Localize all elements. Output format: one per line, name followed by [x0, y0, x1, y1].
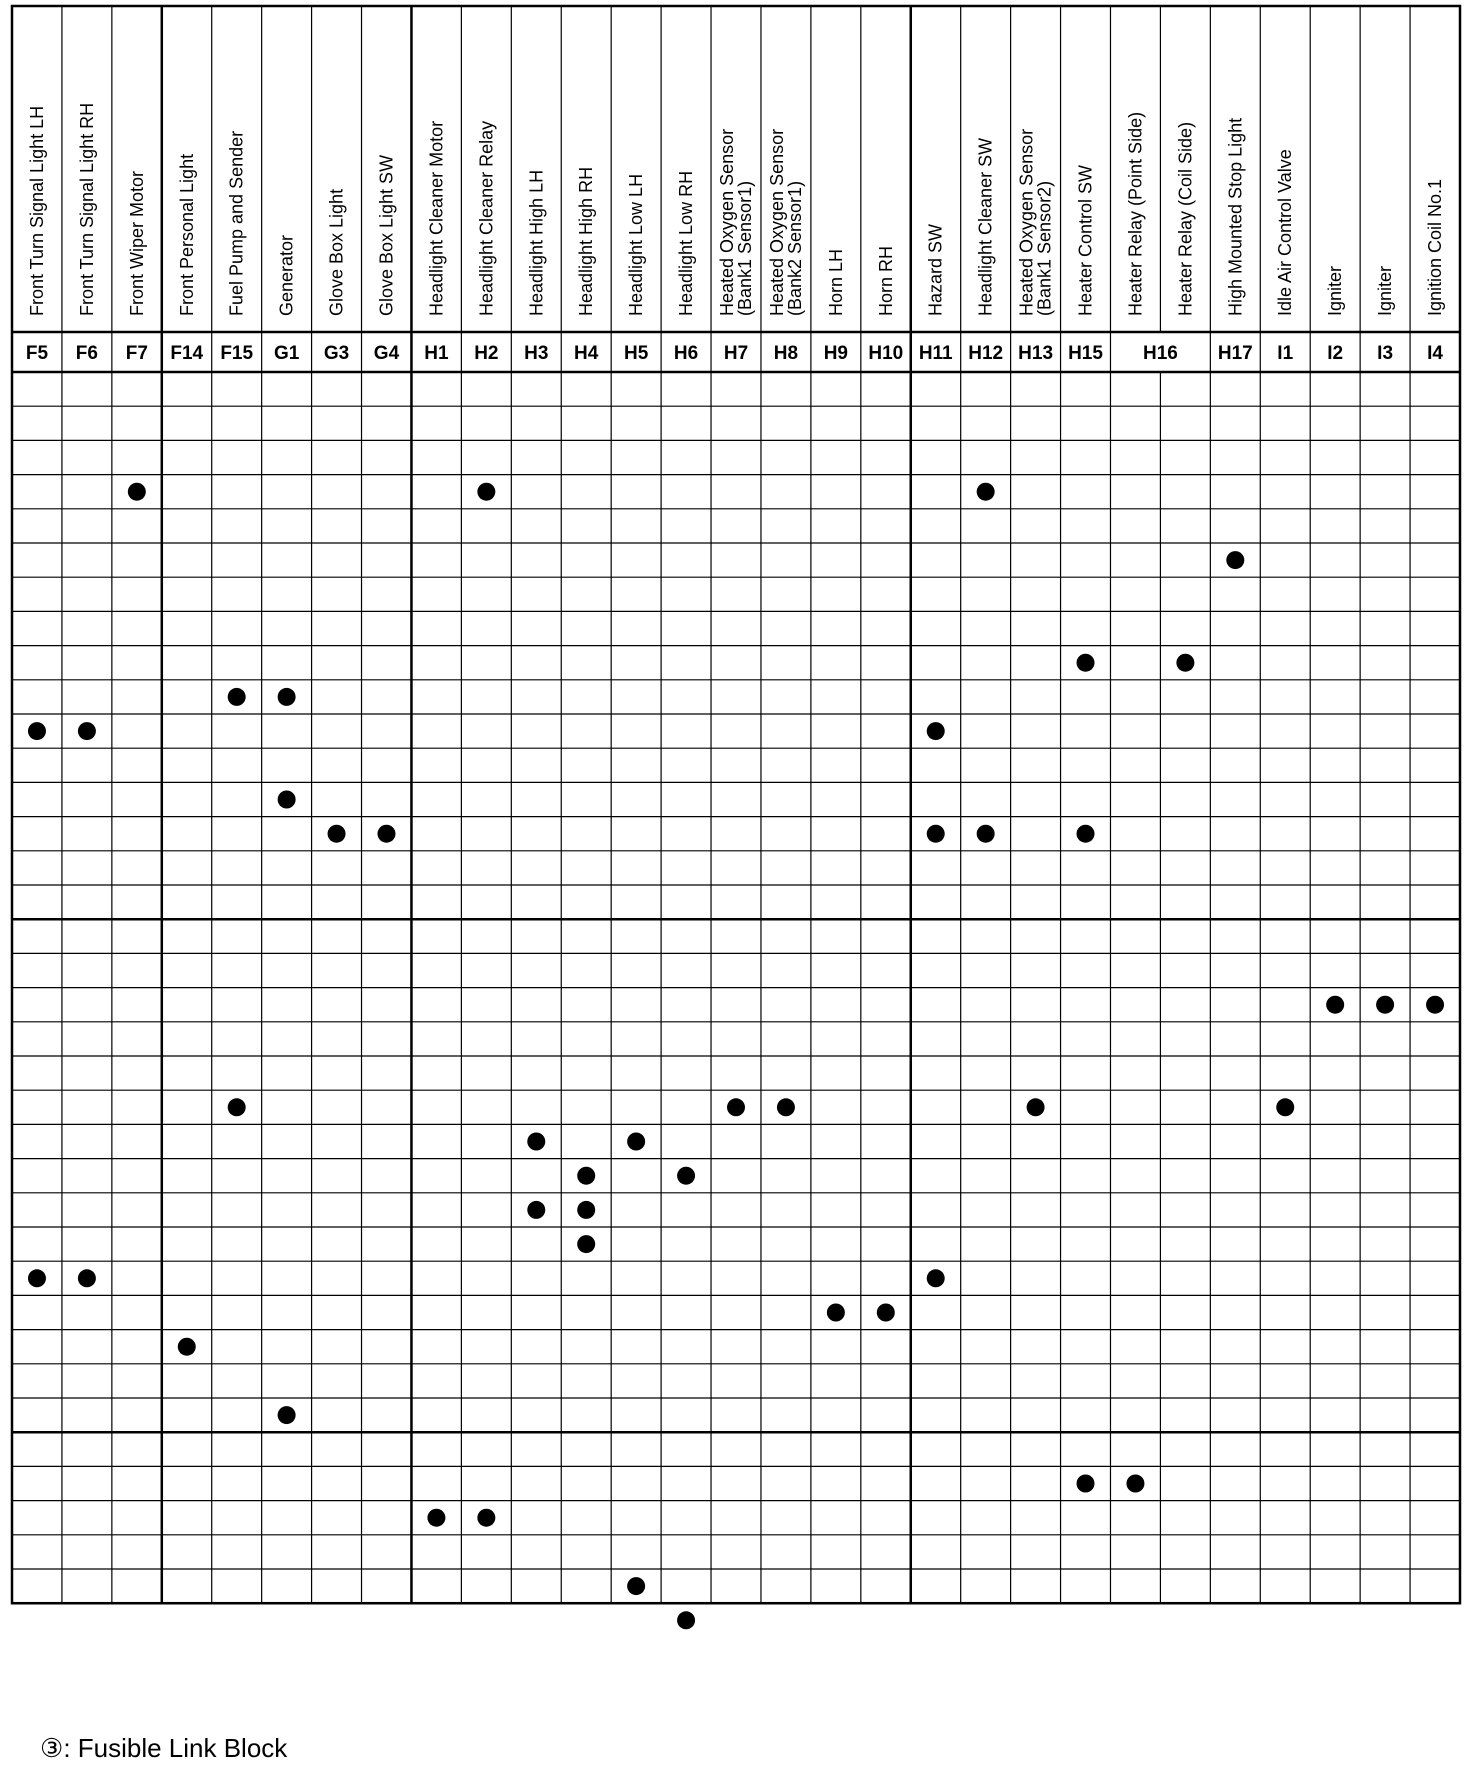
connection-dot — [278, 791, 296, 809]
column-code-label: H10 — [868, 343, 904, 364]
column-name-label: (Bank2 Sensor1) — [784, 180, 805, 316]
connection-dot — [1276, 1098, 1294, 1116]
column-code-label: H11 — [918, 343, 953, 364]
connection-dot — [1226, 551, 1244, 569]
column-code-label: H3 — [524, 343, 549, 364]
connection-dot — [527, 1201, 545, 1219]
connection-dot — [477, 1509, 495, 1527]
column-code-label: H6 — [673, 343, 699, 364]
column-name-label: (Bank1 Sensor2) — [1034, 180, 1055, 316]
column-name-label: Headlight Low RH — [676, 170, 697, 316]
column-code-label: G3 — [323, 343, 350, 364]
connection-dot — [927, 825, 945, 843]
connection-dot — [877, 1304, 895, 1322]
column-name-label: Horn RH — [875, 245, 896, 316]
column-name-label: Front Turn Signal Light RH — [76, 102, 97, 317]
connection-dot — [927, 1269, 945, 1287]
column-code-label: H16 — [1142, 343, 1178, 364]
column-name-label: Headlight High RH — [576, 166, 597, 316]
column-name-label: Headlight Cleaner Relay — [476, 120, 497, 316]
fusible-link-block-symbol-icon: ③ — [40, 1733, 64, 1763]
column-code-label: H2 — [474, 343, 499, 364]
column-code-label: I2 — [1327, 343, 1344, 364]
connection-dot — [1077, 1475, 1095, 1493]
column-code-header-row — [26, 343, 1444, 364]
legend-caption-text: : Fusible Link Block — [63, 1733, 288, 1763]
column-code-label: H5 — [623, 343, 649, 364]
connection-dot — [1176, 654, 1194, 672]
column-name-label: Fuel Pump and Sender — [226, 130, 247, 316]
connection-dot — [577, 1201, 595, 1219]
column-code-label: F14 — [170, 343, 204, 364]
connection-dot — [228, 688, 246, 706]
column-code-label: H1 — [424, 343, 449, 364]
column-code-label: I3 — [1377, 343, 1394, 364]
connection-dot — [278, 1406, 296, 1424]
column-code-label: H12 — [968, 343, 1004, 364]
column-name-label: Headlight High LH — [526, 169, 547, 316]
connection-dot — [827, 1304, 845, 1322]
connection-dot — [377, 825, 395, 843]
connection-dot — [977, 825, 995, 843]
column-name-label: Front Turn Signal Light LH — [26, 105, 47, 316]
connection-dot — [228, 1098, 246, 1116]
connection-dot — [78, 722, 96, 740]
connection-dot — [1426, 996, 1444, 1014]
connection-dot — [128, 483, 146, 501]
column-name-label: Glove Box Light — [326, 188, 347, 316]
column-name-label: Headlight Cleaner SW — [975, 137, 996, 316]
connection-dot — [1027, 1098, 1045, 1116]
column-code-label: G1 — [273, 343, 300, 364]
column-code-label: I1 — [1277, 343, 1294, 364]
connection-dot — [1376, 996, 1394, 1014]
column-code-label: I4 — [1427, 343, 1443, 364]
column-code-label: H9 — [823, 343, 849, 364]
column-code-label: F6 — [75, 343, 98, 364]
column-name-label: Front Personal Light — [176, 153, 197, 316]
connection-dot — [1126, 1475, 1144, 1493]
column-name-label: Ignition Coil No.1 — [1425, 178, 1446, 316]
column-name-label: Heated Oxygen Sensor — [766, 128, 787, 316]
column-code-label: F7 — [125, 343, 148, 364]
column-code-label: H8 — [773, 343, 799, 364]
connection-dot — [627, 1133, 645, 1151]
column-name-label: Heater Control SW — [1075, 164, 1096, 316]
connection-dot — [427, 1509, 445, 1527]
connection-dot — [627, 1577, 645, 1595]
column-name-label: Igniter — [1325, 265, 1346, 316]
legend-caption — [40, 1733, 287, 1764]
column-name-label: Heater Relay (Coil Side) — [1175, 121, 1196, 316]
connection-dot — [1077, 654, 1095, 672]
connection-dot — [727, 1098, 745, 1116]
connection-dot — [1077, 825, 1095, 843]
column-code-label: H4 — [574, 343, 599, 364]
column-name-label: Hazard SW — [925, 223, 946, 316]
connection-dot — [527, 1133, 545, 1151]
column-name-label: Headlight Low LH — [626, 173, 647, 316]
connection-dot — [78, 1269, 96, 1287]
connection-dot — [28, 1269, 46, 1287]
column-name-label: Heated Oxygen Sensor — [717, 128, 737, 316]
connection-dot — [477, 483, 495, 501]
column-name-label: Heater Relay (Point Side) — [1125, 111, 1146, 316]
connection-dot — [178, 1338, 196, 1356]
column-name-label: (Bank1 Sensor1) — [735, 180, 755, 316]
column-code-label: H13 — [1018, 343, 1054, 364]
connection-dot — [28, 722, 46, 740]
column-name-label: Front Wiper Motor — [126, 170, 147, 316]
connection-dot — [577, 1167, 595, 1185]
column-name-label: Igniter — [1375, 265, 1396, 316]
column-code-label: H7 — [723, 343, 749, 364]
column-name-label: Glove Box Light SW — [376, 154, 397, 316]
column-code-label: G4 — [373, 343, 400, 364]
connection-dot — [777, 1098, 795, 1116]
column-name-label: Generator — [276, 234, 297, 316]
connection-dot — [328, 825, 346, 843]
column-code-label: H15 — [1068, 343, 1103, 364]
column-name-header-row — [27, 103, 1445, 316]
column-code-label: H17 — [1217, 343, 1253, 364]
column-name-label: Heated Oxygen Sensor — [1016, 128, 1037, 316]
column-name-label: Horn LH — [825, 248, 846, 316]
connection-dot — [677, 1167, 695, 1185]
column-name-label: Idle Air Control Valve — [1275, 149, 1296, 316]
connection-dot — [278, 688, 296, 706]
column-code-label: F15 — [220, 343, 254, 364]
connection-dot — [927, 722, 945, 740]
column-name-label: High Mounted Stop Light — [1225, 117, 1246, 316]
column-name-label: Headlight Cleaner Motor — [426, 120, 447, 316]
connection-dot — [1326, 996, 1344, 1014]
column-code-label: F5 — [25, 343, 49, 364]
connection-dot — [577, 1235, 595, 1253]
connection-dot — [677, 1611, 695, 1629]
connection-dot — [977, 483, 995, 501]
